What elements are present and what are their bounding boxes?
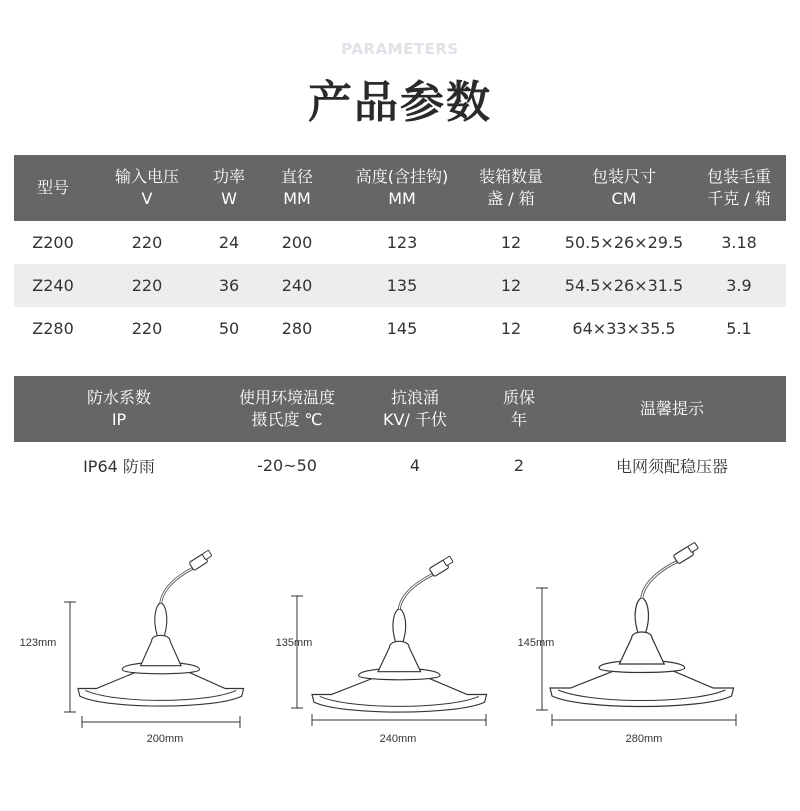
cell-warranty: 2	[513, 455, 525, 475]
height-label: 135mm	[275, 637, 313, 649]
col-header-box-qty	[466, 155, 556, 221]
col-header-line: 温馨提示	[639, 399, 704, 418]
cell-model: Z280	[32, 319, 74, 338]
cell-diameter: 200	[281, 233, 313, 252]
cell-model: Z200	[32, 233, 74, 252]
cell-diameter: 240	[281, 276, 313, 295]
col-header-temperature	[224, 376, 350, 442]
cell-box-size: 54.5×26×31.5	[564, 276, 684, 295]
cell-waterproof: IP64 防雨	[83, 456, 155, 476]
col-header-line: 包装毛重	[706, 167, 771, 186]
col-header-line: 型号	[36, 178, 69, 197]
height-label: 123mm	[19, 637, 57, 649]
col-header-surge	[350, 376, 480, 442]
col-header-line: 输入电压	[114, 167, 179, 186]
cell-power: 24	[218, 233, 240, 252]
subtitle: PARAMETERS	[341, 40, 459, 58]
col-header-unit: MM	[283, 189, 311, 208]
cell-box-size: 64×33×35.5	[572, 319, 676, 338]
lamp-diagram-240	[276, 556, 487, 745]
col-header-voltage	[92, 155, 202, 221]
cell-voltage: 220	[131, 233, 163, 252]
col-header-line: 包装尺寸	[591, 167, 656, 186]
col-header-model	[14, 155, 92, 221]
col-header-unit: W	[221, 189, 237, 208]
col-header-warranty	[480, 376, 558, 442]
col-header-box-weight	[692, 155, 786, 221]
table-row	[14, 307, 786, 350]
col-header-line: 直径	[280, 167, 313, 186]
table-row	[14, 442, 786, 488]
cell-voltage: 220	[131, 319, 163, 338]
col-header-unit: 千克 / 箱	[707, 189, 771, 208]
cell-power: 50	[218, 319, 240, 338]
col-header-line: 抗浪涌	[390, 388, 439, 407]
col-header-unit: IP	[111, 410, 127, 429]
col-header-unit: V	[141, 189, 153, 208]
cell-box-qty: 12	[500, 276, 522, 295]
table-row	[14, 264, 786, 307]
col-header-unit: MM	[388, 189, 416, 208]
cell-power: 36	[218, 276, 240, 295]
col-header-power	[202, 155, 256, 221]
col-header-height	[338, 155, 466, 221]
col-header-line: 高度(含挂钩)	[355, 167, 449, 186]
col-header-diameter	[256, 155, 338, 221]
col-header-unit: 年	[510, 410, 527, 429]
cell-box-size: 50.5×26×29.5	[564, 233, 684, 252]
cell-diameter: 280	[281, 319, 313, 338]
col-header-line: 使用环境温度	[238, 388, 335, 407]
width-label: 200mm	[146, 733, 184, 745]
col-header-unit: KV/ 千伏	[383, 410, 447, 429]
cell-height: 145	[386, 319, 418, 338]
col-header-line: 质保	[502, 388, 535, 407]
col-header-tips	[558, 376, 786, 442]
col-header-unit: 摄氏度 ℃	[251, 410, 323, 429]
page-title: 产品参数	[308, 77, 492, 128]
cell-box-weight: 5.1	[726, 319, 752, 338]
table-row	[14, 221, 786, 264]
cell-tips: 电网须配稳压器	[615, 456, 728, 476]
lamp-diagram-200	[20, 550, 244, 745]
col-header-line: 功率	[212, 167, 245, 186]
cell-height: 123	[386, 233, 418, 252]
feature-table	[14, 376, 786, 488]
width-label: 240mm	[379, 733, 417, 745]
spec-table	[14, 155, 786, 350]
col-header-waterproof	[14, 376, 224, 442]
cell-box-qty: 12	[500, 233, 522, 252]
height-label: 145mm	[517, 637, 555, 649]
cell-temperature: -20~50	[257, 455, 317, 475]
col-header-box-size	[556, 155, 692, 221]
cell-box-weight: 3.18	[721, 233, 757, 252]
width-label: 280mm	[625, 733, 663, 745]
lamp-diagram-280	[518, 542, 736, 745]
cell-model: Z240	[32, 276, 74, 295]
lamp-dimension-diagrams	[0, 540, 800, 755]
cell-surge: 4	[409, 455, 421, 475]
col-header-line: 装箱数量	[478, 167, 543, 186]
col-header-unit: CM	[611, 189, 637, 208]
cell-box-qty: 12	[500, 319, 522, 338]
feature-table-header	[14, 376, 786, 442]
col-header-unit: 盏 / 箱	[487, 189, 535, 208]
cell-height: 135	[386, 276, 418, 295]
col-header-line: 防水系数	[86, 388, 151, 407]
cell-voltage: 220	[131, 276, 163, 295]
spec-table-header	[14, 155, 786, 221]
cell-box-weight: 3.9	[726, 276, 752, 295]
